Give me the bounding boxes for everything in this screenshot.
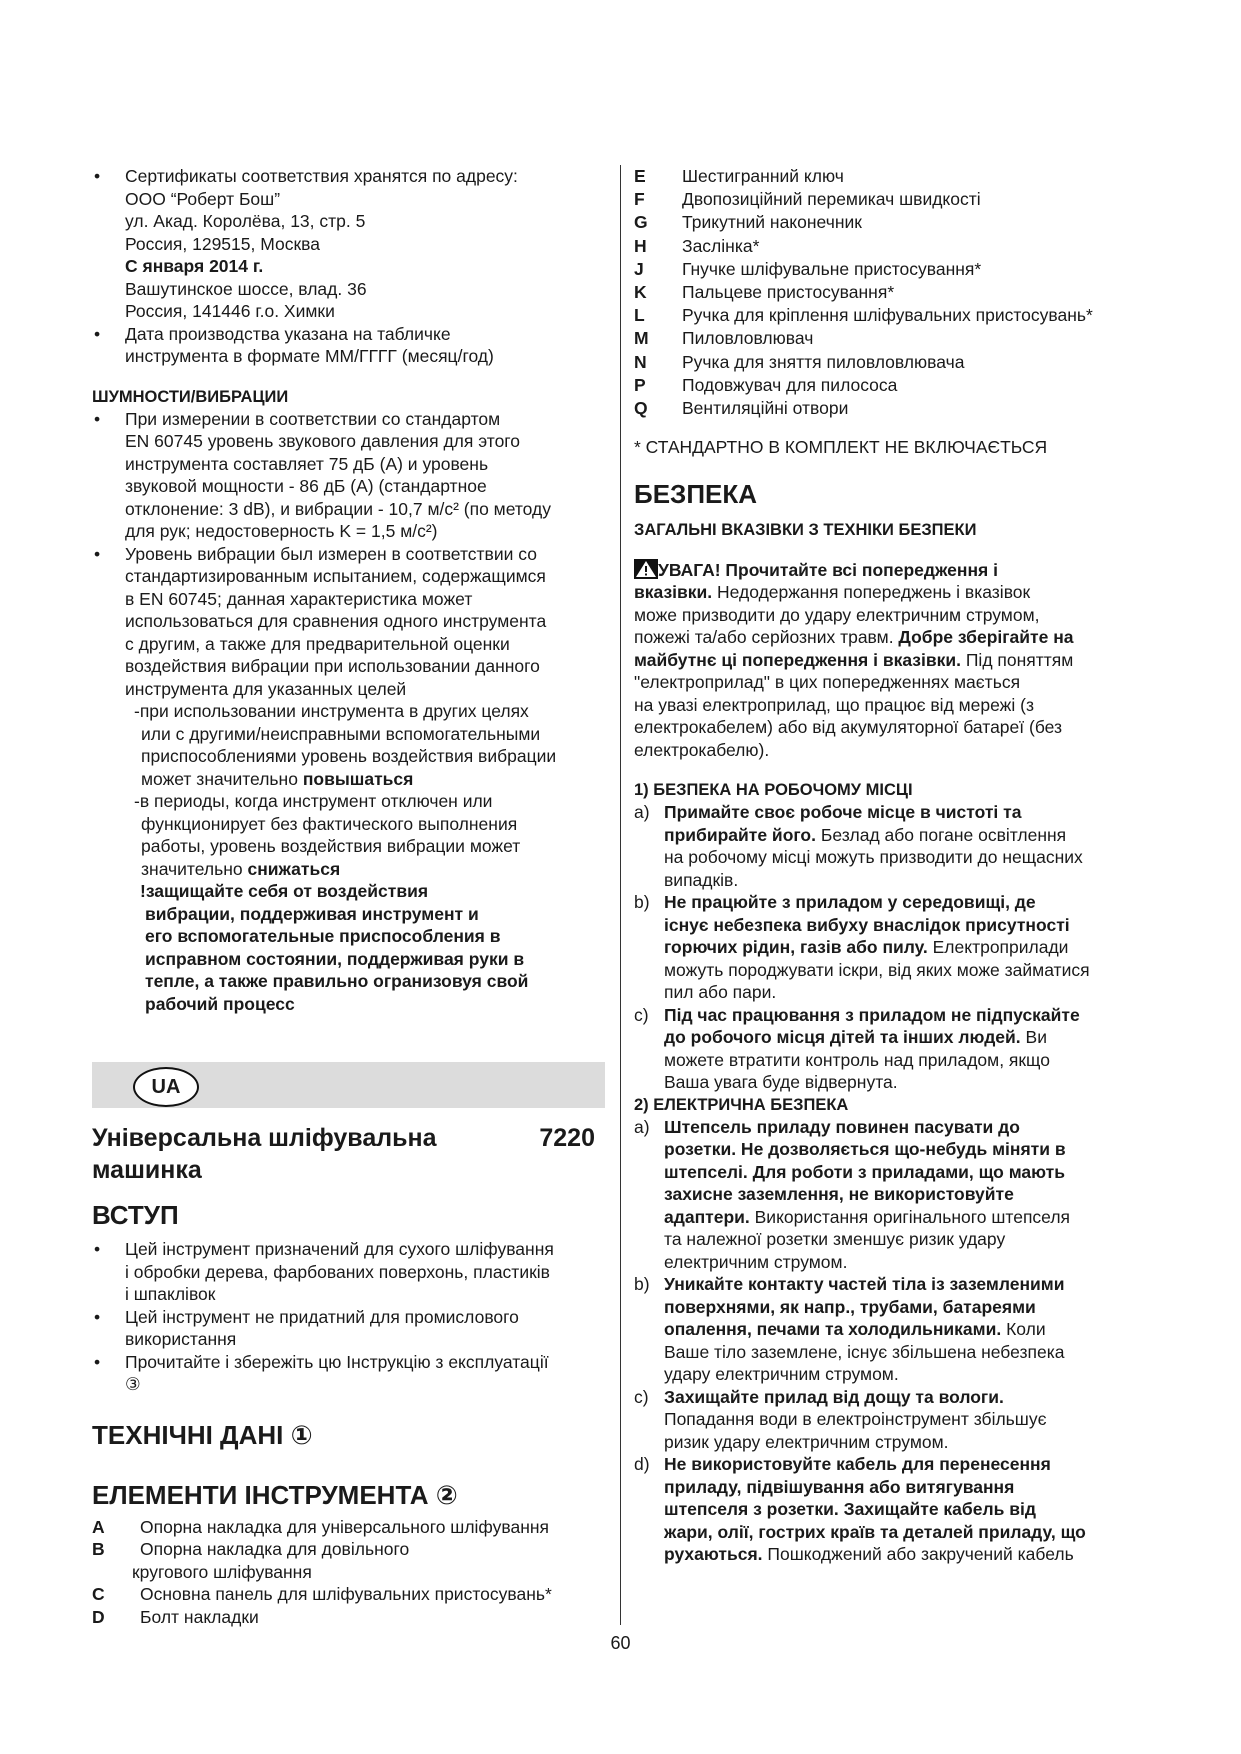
noise-line: инструмента составляет 75 дБ (A) и уровень [125,453,489,474]
noise-line: отклонение: 3 dB), и вибрации - 10,7 м/с² (по методу [125,498,551,519]
rule-1a: a) Примайте своє робоче місце в чистоті та прибирайте його. Безлад або погане освітлення на робочому місці можуть призводити до нещасних випадків. [634,802,1083,890]
product-title-line: машинка [92,1156,202,1184]
noise-heading: ШУМНОСТИ/ВИБРАЦИИ [92,387,289,406]
part-letter: D [92,1606,105,1627]
parts-list-right [634,165,1154,420]
product-title [92,1122,605,1154]
certificate-bullet: • Сертификаты соответствия хранятся по адресу: ООО “Роберт Бош” ул. Акад. Королёва, 13, стр. 5 Россия, 129515, Москва С января 2014 г. Вашутинское шоссе, влад. 36 Россия, 141446 г.о. Химки [92,165,605,323]
product-title-line: Універсальна шліфувальна [92,1124,437,1152]
part-letter: B [92,1539,105,1559]
noise-line: для рук; недостоверность K = 1,5 м/с²) [125,521,438,541]
rule-1b: b) Не працюйте з приладом у середовищі, де існує небезпека вибуху внаслідок присутності горючих рідин, газів або пилу. Електроприлади можуть породжувати іскри, від яких може займатися пил або пари. [634,892,1090,1003]
vibration-bullet: • Уровень вибрации был измерен в соответствии со стандартизированным испытанием, содержащимся в EN 60745; данная характеристика может использоваться для сравнения одного инструмента с другим, а также для предварительной оценки воздействия вибрации при использовании данного инструмента для указанных целей [92,543,605,701]
noise-bullet: • При измерении в соответствии со стандартом EN 60745 уровень звукового давления для этого инструмента составляет 75 дБ (A) и уровень звуковой мощности - 86 дБ (A) (стандартное отклонение: 3 dB), и вибрации - 10,7 м/с² (по методу для рук; недостоверность K = 1,5 м/с²) [92,408,605,543]
protect-line: тепле, а также правильно огранизовуя свой [145,971,529,991]
sub-line: -в периоды, когда инструмент отключен или [134,791,493,811]
part-text: Болт накладки [140,1606,259,1627]
intro-heading: ВСТУП [92,1200,179,1230]
noise-line: При измерении в соответствии со стандартом [125,408,501,429]
page-number: 60 [610,1633,631,1653]
intro-line: і обробки дерева, фарбованих поверхонь, пластиків [125,1261,550,1282]
vibration-line: стандартизированным испытанием, содержащимся [125,566,546,586]
vibration-line: инструмента для указанных целей [125,678,407,699]
noise-line: звуковой мощности - 86 дБ (A) (стандартное [125,476,487,496]
part-text: Пиловловлювач [682,328,814,349]
part-letter: K [634,282,647,303]
part-letter: H [634,235,647,256]
rule-2b: b) Уникайте контакту частей тіла із заземленими поверхнями, як напр., трубами, батареями опалення, печами та холодильниками. Коли Ваше тіло заземлене, існує збільшена небезпека удару електричним струмом. [634,1274,1065,1385]
intro-bullet: • Цей інструмент призначений для сухого шліфування і обробки дерева, фарбованих поверхонь, пластиків і шпаклівок [92,1238,605,1306]
sub-line: значительно снижаться [141,858,341,879]
protect-line: !защищайте себя от воздействия [140,881,429,901]
cert-line: ООО “Роберт Бош” [125,188,281,209]
warning-icon [634,559,658,579]
cert-line: Россия, 129515, Москва [125,233,320,254]
part-text: Ручка для кріплення шліфувальних пристосувань* [682,305,1093,326]
vibration-line: в EN 60745; данная характеристика может [125,588,473,609]
cert-line: Россия, 141446 г.о. Химки [125,301,335,321]
part-text: Шестигранний ключ [682,166,844,186]
left-column-lower [92,1122,605,1628]
electrical-safety-heading: 2) ЕЛЕКТРИЧНА БЕЗПЕКА [634,1095,849,1114]
intro-line: Прочитайте і збережіть цю Інструкцію з експлуатації [125,1351,549,1372]
rule-2a: a) Штепсель приладу повинен пасувати до розетки. Не дозволяється що-небудь міняти в штепселі. Для роботи з приладами, що мають захисне заземлення, не використовуйте адаптери. Використання оригінального штепселя та належної розетки зменшує ризик удару електричним струмом. [634,1116,1071,1272]
production-date-bullet: • Дата производства указана на табличке инструмента в формате ММ/ГГГГ (месяц/год) [92,323,605,368]
part-letter: E [634,166,646,186]
language-badge: UA [133,1067,199,1107]
part-text: Пальцеве пристосування* [682,282,895,303]
parts-list-left [92,1516,605,1629]
cert-line: ул. Акад. Королёва, 13, стр. 5 [125,211,366,231]
sub-line: приспособлениями уровень воздействия вибрации [141,746,557,766]
sub-line: или с другими/неисправными вспомогательными [141,723,541,744]
part-text: Опорна накладка для довільного [140,1539,410,1559]
protect-line: вибрации, поддерживая инструмент и [145,903,479,924]
workplace-safety-heading: 1) БЕЗПЕКА НА РОБОЧОМУ МІСЦІ [634,781,913,800]
part-letter: A [92,1516,105,1537]
part-letter: C [92,1584,105,1604]
part-letter: Q [634,398,648,419]
cert-line: Вашутинское шоссе, влад. 36 [125,278,367,299]
part-letter: F [634,189,645,210]
sub-line: -при использовании инструмента в других целях [134,701,529,721]
noise-line: EN 60745 уровень звукового давления для этого [125,431,521,451]
vibration-sub-1 [92,700,605,790]
protect-line: исправном состоянии, поддерживая руки в [145,948,525,969]
footnote: * СТАНДАРТНО В КОМПЛЕКТ НЕ ВКЛЮЧАЄТЬСЯ [634,437,1048,458]
protect-line: рабочий процесс [145,993,295,1014]
vibration-line: с другим, а также для предварительной оценки [125,633,510,654]
part-text: Основна панель для шліфувальних пристосувань* [140,1584,552,1604]
part-letter: M [634,328,649,349]
part-text: Гнучке шліфувальне пристосування* [682,258,982,279]
protect-line: его вспомогательные приспособления в [145,926,501,946]
cert-line: С января 2014 г. [125,256,264,276]
rule-2d: d) Не використовуйте кабель для перенесення приладу, підвішування або витягування штепселя з розетки. Захищайте кабель від жари, олії, гострих країв та деталей приладу, що рухаються. Пошкоджений або закручений кабель [634,1454,1086,1565]
sub-line: функционирует без фактического выполнения [141,813,518,834]
rule-1c: c) Під час працювання з приладом не підпускайте до робочого місця дітей та інших людей. Ви можете втратити контроль над приладом, якщо Ваша увага буде відвернута. [634,1004,1080,1093]
right-column [634,165,1154,1566]
intro-line: і шпаклівок [125,1284,216,1304]
part-text: Двопозиційний перемикач швидкості [682,189,981,210]
model-number: 7220 [539,1124,595,1152]
vibration-line: воздействия вибрации при использовании данного [125,656,540,676]
sub-line: может значительно повышаться [141,768,414,789]
protect-note [92,880,605,1015]
intro-line: Цей інструмент не придатний для промислового [125,1306,519,1327]
tech-data-heading: ТЕХНІЧНІ ДАНІ ① [92,1419,313,1450]
left-column [92,165,605,1015]
intro-line: використання [125,1329,237,1349]
part-text: Опорна накладка для універсального шліфування [140,1516,550,1537]
general-safety-heading: ЗАГАЛЬНІ ВКАЗІВКИ З ТЕХНІКИ БЕЗПЕКИ [634,520,977,539]
vibration-sub-2 [92,790,605,880]
intro-line: Цей інструмент призначений для сухого шліфування [125,1239,554,1259]
part-text: Вентиляційні отвори [682,398,849,419]
safety-heading: БЕЗПЕКА [634,478,757,509]
column-divider [620,165,621,1625]
part-letter: P [634,374,646,395]
part-letter: J [634,258,644,279]
part-text: Подовжувач для пилососа [682,374,898,395]
rule-2c: c) Захищайте прилад від дощу та вологи. Попадання води в електроінструмент збільшує ризик удару електричним струмом. [634,1386,1047,1452]
part-text: Трикутний наконечник [682,212,862,233]
vibration-line: Уровень вибрации был измерен в соответствии со [125,543,537,564]
intro-line: ③ [125,1374,141,1394]
part-letter: G [634,212,648,233]
part-text: Ручка для зняття пиловловлювача [682,351,965,372]
part-letter: L [634,305,645,326]
intro-bullet: • Прочитайте і збережіть цю Інструкцію з експлуатації ③ [92,1351,605,1396]
cert-line: Сертификаты соответствия хранятся по адресу: [125,166,518,186]
date-line: Дата производства указана на табличке [125,323,451,344]
sub-line: работы, уровень воздействия вибрации может [141,836,521,856]
part-letter: N [634,351,647,372]
intro-bullet: • Цей інструмент не придатний для промислового використання [92,1306,605,1351]
general-warning: УВАГА! Прочитайте всі попередження і вказівки. Недодержання попереджень і вказівок може призводити до удару електричним струмом, пожежі та/або серйозних травм. Добре зберігайте на майбутнє ці попередження і вказівки. Під поняттям "електроприлад" в цих попередженнях мається на увазі електроприлад, що працює від мережі (з електрокабелем) або від акумуляторної батареї (без електрокабелю). [634,559,1074,760]
part-text: кругового шліфування [132,1561,312,1582]
date-line: инструмента в формате ММ/ГГГГ (месяц/год) [125,346,494,366]
elements-heading: ЕЛЕМЕНТИ ІНСТРУМЕНТА ② [92,1479,458,1510]
vibration-line: использоваться для сравнения одного инструмента [125,611,547,631]
part-text: Заслінка* [682,235,760,256]
